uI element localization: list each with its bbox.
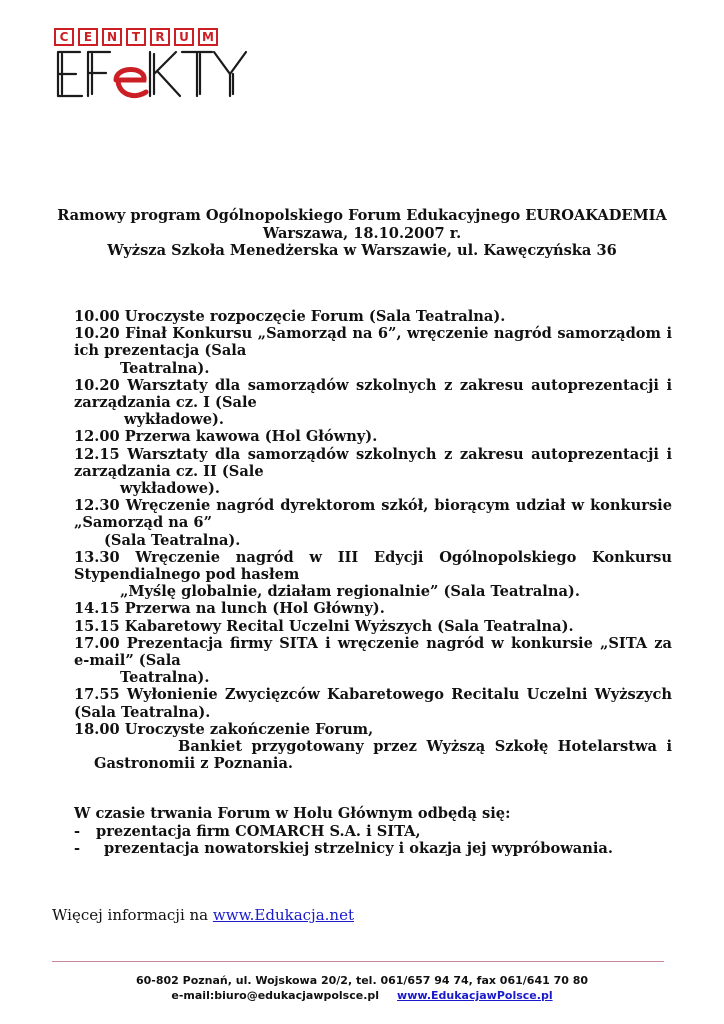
schedule-item: 13.30 Wręczenie nagród w III Edycji Ogólnopolskiego Konkursu Stypendialnego pod hasłem bbox=[74, 548, 672, 584]
header-date: Warszawa, 18.10.2007 r. bbox=[262, 224, 462, 242]
footer-contact bbox=[52, 988, 672, 1003]
logo-letter: E bbox=[78, 28, 98, 46]
centrum-efekty-logo bbox=[54, 28, 250, 104]
bullet-marker: - bbox=[74, 822, 81, 840]
schedule-item-continuation: „Myślę globalnie, działam regionalnie” (Sala Teatralna). bbox=[120, 583, 580, 601]
more-info bbox=[52, 906, 354, 924]
logo-letter: T bbox=[126, 28, 146, 46]
logo-letter: N bbox=[102, 28, 122, 46]
logo-letter: C bbox=[54, 28, 74, 46]
schedule-item: 14.15 Przerwa na lunch (Hol Główny). bbox=[74, 600, 385, 618]
schedule-item: 15.15 Kabaretowy Recital Uczelni Wyższych (Sala Teatralna). bbox=[74, 617, 574, 635]
schedule-item: 17.55 Wyłonienie Zwycięzców Kabaretowego Recitalu Uczelni Wyższych (Sala Teatralna). bbox=[74, 686, 672, 721]
footer bbox=[52, 973, 672, 1003]
schedule-item: 10.20 Finał Konkursu „Samorząd na 6”, wręczenie nagród samorządom i ich prezentacja (Sala bbox=[74, 325, 672, 360]
events-list-item bbox=[74, 840, 672, 858]
bullet-marker: - bbox=[74, 840, 81, 857]
schedule-item-continuation: Bankiet przygotowany przez Wyższą Szkołę Hotelarstwa i Gastronomii z Poznania. bbox=[94, 738, 672, 773]
events-item-text: prezentacja firm COMARCH S.A. i SITA, bbox=[96, 822, 421, 840]
logo-letter: M bbox=[198, 28, 218, 46]
footer-email: e-mail:biuro@edukacjawpolsce.pl bbox=[171, 989, 380, 1002]
schedule-item-continuation: wykładowe). bbox=[124, 411, 224, 429]
events-heading: W czasie trwania Forum w Holu Głównym odbędą się: bbox=[74, 805, 511, 822]
schedule-item: 12.00 Przerwa kawowa (Hol Główny). bbox=[74, 428, 378, 446]
events-item-text: prezentacja nowatorskiej strzelnicy i okazja jej wypróbowania. bbox=[104, 840, 613, 857]
schedule-item: 12.30 Wręczenie nagród dyrektorom szkół, biorącym udział w konkursie „Samorząd na 6” bbox=[74, 497, 672, 532]
schedule-item-continuation: Teatralna). bbox=[120, 359, 210, 377]
footer-website-link[interactable]: www.EdukacjawPolsce.pl bbox=[397, 989, 553, 1002]
forum-events bbox=[74, 805, 672, 858]
logo-letter: U bbox=[174, 28, 194, 46]
footer-divider bbox=[52, 961, 664, 962]
schedule-item: 12.15 Warsztaty dla samorządów szkolnych z zakresu autoprezentacji i zarządzania cz. II (Sale bbox=[74, 445, 672, 480]
schedule-item: 10.00 Uroczyste rozpoczęcie Forum (Sala Teatralna). bbox=[74, 308, 506, 325]
logo-efekty-wordmark bbox=[54, 46, 250, 104]
document-header bbox=[40, 207, 684, 260]
header-venue: Wyższa Szkoła Menedżerska w Warszawie, ul. Kawęczyńska 36 bbox=[107, 242, 617, 259]
header-title: Ramowy program Ogólnopolskiego Forum Edukacyjnego EUROAKADEMIA bbox=[57, 207, 667, 224]
footer-address: 60-802 Poznań, ul. Wojskowa 20/2, tel. 061/657 94 74, fax 061/641 70 80 bbox=[135, 974, 589, 987]
schedule-item: 10.20 Warsztaty dla samorządów szkolnych z zakresu autoprezentacji i zarządzania cz. I (Sale bbox=[74, 376, 672, 412]
schedule-item-continuation: wykładowe). bbox=[120, 480, 220, 498]
schedule-item-continuation: (Sala Teatralna). bbox=[104, 531, 241, 549]
logo-letter: R bbox=[150, 28, 170, 46]
edukacja-link[interactable]: www.Edukacja.net bbox=[212, 906, 354, 924]
schedule-item-continuation: Teatralna). bbox=[120, 669, 210, 687]
more-info-text: Więcej informacji na bbox=[52, 906, 213, 924]
logo-centrum-letters bbox=[54, 28, 218, 46]
events-list-item bbox=[74, 823, 672, 841]
program-schedule bbox=[74, 308, 672, 772]
schedule-item: 18.00 Uroczyste zakończenie Forum, bbox=[74, 720, 374, 738]
schedule-item: 17.00 Prezentacja firmy SITA i wręczenie nagród w konkursie „SITA za e-mail” (Sala bbox=[74, 634, 672, 670]
